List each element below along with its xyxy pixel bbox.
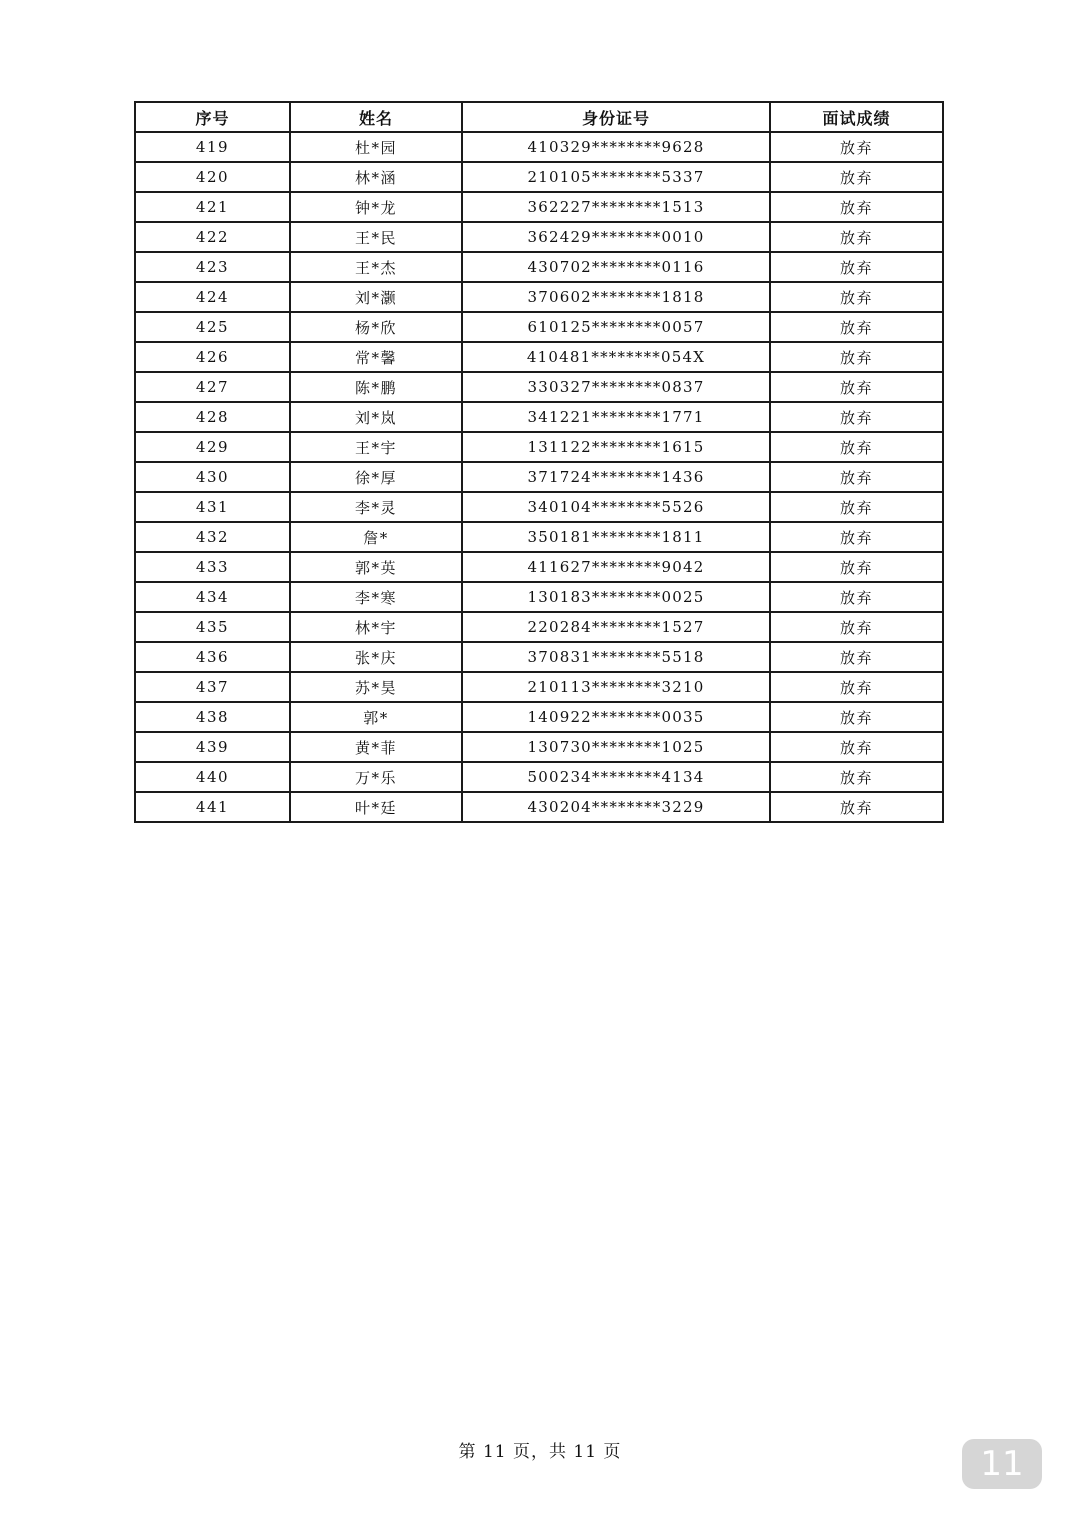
serial-number-cell: 431 — [135, 492, 290, 522]
id-number-cell: 362227********1513 — [462, 192, 770, 222]
table-row — [135, 432, 943, 462]
serial-number-cell: 432 — [135, 522, 290, 552]
interview-score-cell: 放弃 — [770, 792, 943, 822]
table-row — [135, 312, 943, 342]
table-row — [135, 282, 943, 312]
table-row — [135, 792, 943, 822]
id-number-cell: 130183********0025 — [462, 582, 770, 612]
serial-number-cell: 428 — [135, 402, 290, 432]
name-cell: 杜*园 — [290, 132, 462, 162]
serial-number-cell: 439 — [135, 732, 290, 762]
name-cell: 林*宇 — [290, 612, 462, 642]
name-cell: 万*乐 — [290, 762, 462, 792]
table-row — [135, 492, 943, 522]
table-row — [135, 612, 943, 642]
table-row — [135, 402, 943, 432]
name-cell: 常*馨 — [290, 342, 462, 372]
interview-score-cell: 放弃 — [770, 702, 943, 732]
interview-score-cell: 放弃 — [770, 612, 943, 642]
name-cell: 詹* — [290, 522, 462, 552]
id-number-cell: 610125********0057 — [462, 312, 770, 342]
table-row — [135, 252, 943, 282]
serial-number-cell: 423 — [135, 252, 290, 282]
name-cell: 徐*厚 — [290, 462, 462, 492]
table-row — [135, 132, 943, 162]
results-table — [134, 101, 944, 823]
interview-score-cell: 放弃 — [770, 222, 943, 252]
id-number-cell: 350181********1811 — [462, 522, 770, 552]
serial-number-cell: 420 — [135, 162, 290, 192]
interview-score-cell: 放弃 — [770, 162, 943, 192]
name-cell: 郭* — [290, 702, 462, 732]
interview-score-cell: 放弃 — [770, 732, 943, 762]
id-number-cell: 370602********1818 — [462, 282, 770, 312]
name-cell: 陈*鹏 — [290, 372, 462, 402]
id-number-cell: 210105********5337 — [462, 162, 770, 192]
interview-score-cell: 放弃 — [770, 372, 943, 402]
table-row — [135, 522, 943, 552]
table-row — [135, 462, 943, 492]
interview-score-cell: 放弃 — [770, 492, 943, 522]
header-interview-score: 面试成绩 — [770, 102, 943, 132]
id-number-cell: 362429********0010 — [462, 222, 770, 252]
serial-number-cell: 422 — [135, 222, 290, 252]
id-number-cell: 210113********3210 — [462, 672, 770, 702]
serial-number-cell: 424 — [135, 282, 290, 312]
serial-number-cell: 441 — [135, 792, 290, 822]
serial-number-cell: 425 — [135, 312, 290, 342]
table-body — [135, 132, 943, 822]
id-number-cell: 140922********0035 — [462, 702, 770, 732]
interview-score-cell: 放弃 — [770, 582, 943, 612]
name-cell: 林*涵 — [290, 162, 462, 192]
name-cell: 刘*岚 — [290, 402, 462, 432]
name-cell: 郭*英 — [290, 552, 462, 582]
table-row — [135, 762, 943, 792]
serial-number-cell: 427 — [135, 372, 290, 402]
table-row — [135, 162, 943, 192]
id-number-cell: 330327********0837 — [462, 372, 770, 402]
id-number-cell: 430702********0116 — [462, 252, 770, 282]
id-number-cell: 410329********9628 — [462, 132, 770, 162]
serial-number-cell: 434 — [135, 582, 290, 612]
serial-number-cell: 419 — [135, 132, 290, 162]
interview-score-cell: 放弃 — [770, 522, 943, 552]
interview-score-cell: 放弃 — [770, 132, 943, 162]
id-number-cell: 370831********5518 — [462, 642, 770, 672]
serial-number-cell: 433 — [135, 552, 290, 582]
serial-number-cell: 436 — [135, 642, 290, 672]
interview-score-cell: 放弃 — [770, 402, 943, 432]
interview-score-cell: 放弃 — [770, 672, 943, 702]
id-number-cell: 130730********1025 — [462, 732, 770, 762]
name-cell: 杨*欣 — [290, 312, 462, 342]
page-footer: 第 11 页，共 11 页 — [458, 1442, 622, 1462]
name-cell: 王*宇 — [290, 432, 462, 462]
serial-number-cell: 435 — [135, 612, 290, 642]
id-number-cell: 220284********1527 — [462, 612, 770, 642]
table-row — [135, 192, 943, 222]
name-cell: 张*庆 — [290, 642, 462, 672]
interview-score-cell: 放弃 — [770, 552, 943, 582]
name-cell: 苏*昊 — [290, 672, 462, 702]
name-cell: 李*灵 — [290, 492, 462, 522]
interview-score-cell: 放弃 — [770, 762, 943, 792]
table-row — [135, 222, 943, 252]
table-row — [135, 582, 943, 612]
table-row — [135, 642, 943, 672]
interview-score-cell: 放弃 — [770, 312, 943, 342]
id-number-cell: 411627********9042 — [462, 552, 770, 582]
page-number-badge: 11 — [962, 1439, 1042, 1489]
interview-score-cell: 放弃 — [770, 342, 943, 372]
header-row — [135, 102, 943, 132]
id-number-cell: 430204********3229 — [462, 792, 770, 822]
table-row — [135, 702, 943, 732]
name-cell: 叶*廷 — [290, 792, 462, 822]
table-header — [135, 102, 943, 132]
table-row — [135, 552, 943, 582]
serial-number-cell: 438 — [135, 702, 290, 732]
header-id-number: 身份证号 — [462, 102, 770, 132]
table-row — [135, 672, 943, 702]
name-cell: 钟*龙 — [290, 192, 462, 222]
id-number-cell: 410481********054X — [462, 342, 770, 372]
id-number-cell: 341221********1771 — [462, 402, 770, 432]
interview-score-cell: 放弃 — [770, 282, 943, 312]
header-serial-number: 序号 — [135, 102, 290, 132]
serial-number-cell: 421 — [135, 192, 290, 222]
name-cell: 李*寒 — [290, 582, 462, 612]
id-number-cell: 131122********1615 — [462, 432, 770, 462]
id-number-cell: 500234********4134 — [462, 762, 770, 792]
serial-number-cell: 426 — [135, 342, 290, 372]
name-cell: 黄*菲 — [290, 732, 462, 762]
interview-score-cell: 放弃 — [770, 192, 943, 222]
serial-number-cell: 437 — [135, 672, 290, 702]
name-cell: 王*杰 — [290, 252, 462, 282]
id-number-cell: 340104********5526 — [462, 492, 770, 522]
serial-number-cell: 429 — [135, 432, 290, 462]
serial-number-cell: 430 — [135, 462, 290, 492]
id-number-cell: 371724********1436 — [462, 462, 770, 492]
name-cell: 王*民 — [290, 222, 462, 252]
interview-score-cell: 放弃 — [770, 432, 943, 462]
interview-score-cell: 放弃 — [770, 462, 943, 492]
serial-number-cell: 440 — [135, 762, 290, 792]
name-cell: 刘*灏 — [290, 282, 462, 312]
table-row — [135, 372, 943, 402]
header-name: 姓名 — [290, 102, 462, 132]
table-row — [135, 732, 943, 762]
table-row — [135, 342, 943, 372]
interview-score-cell: 放弃 — [770, 642, 943, 672]
interview-score-cell: 放弃 — [770, 252, 943, 282]
